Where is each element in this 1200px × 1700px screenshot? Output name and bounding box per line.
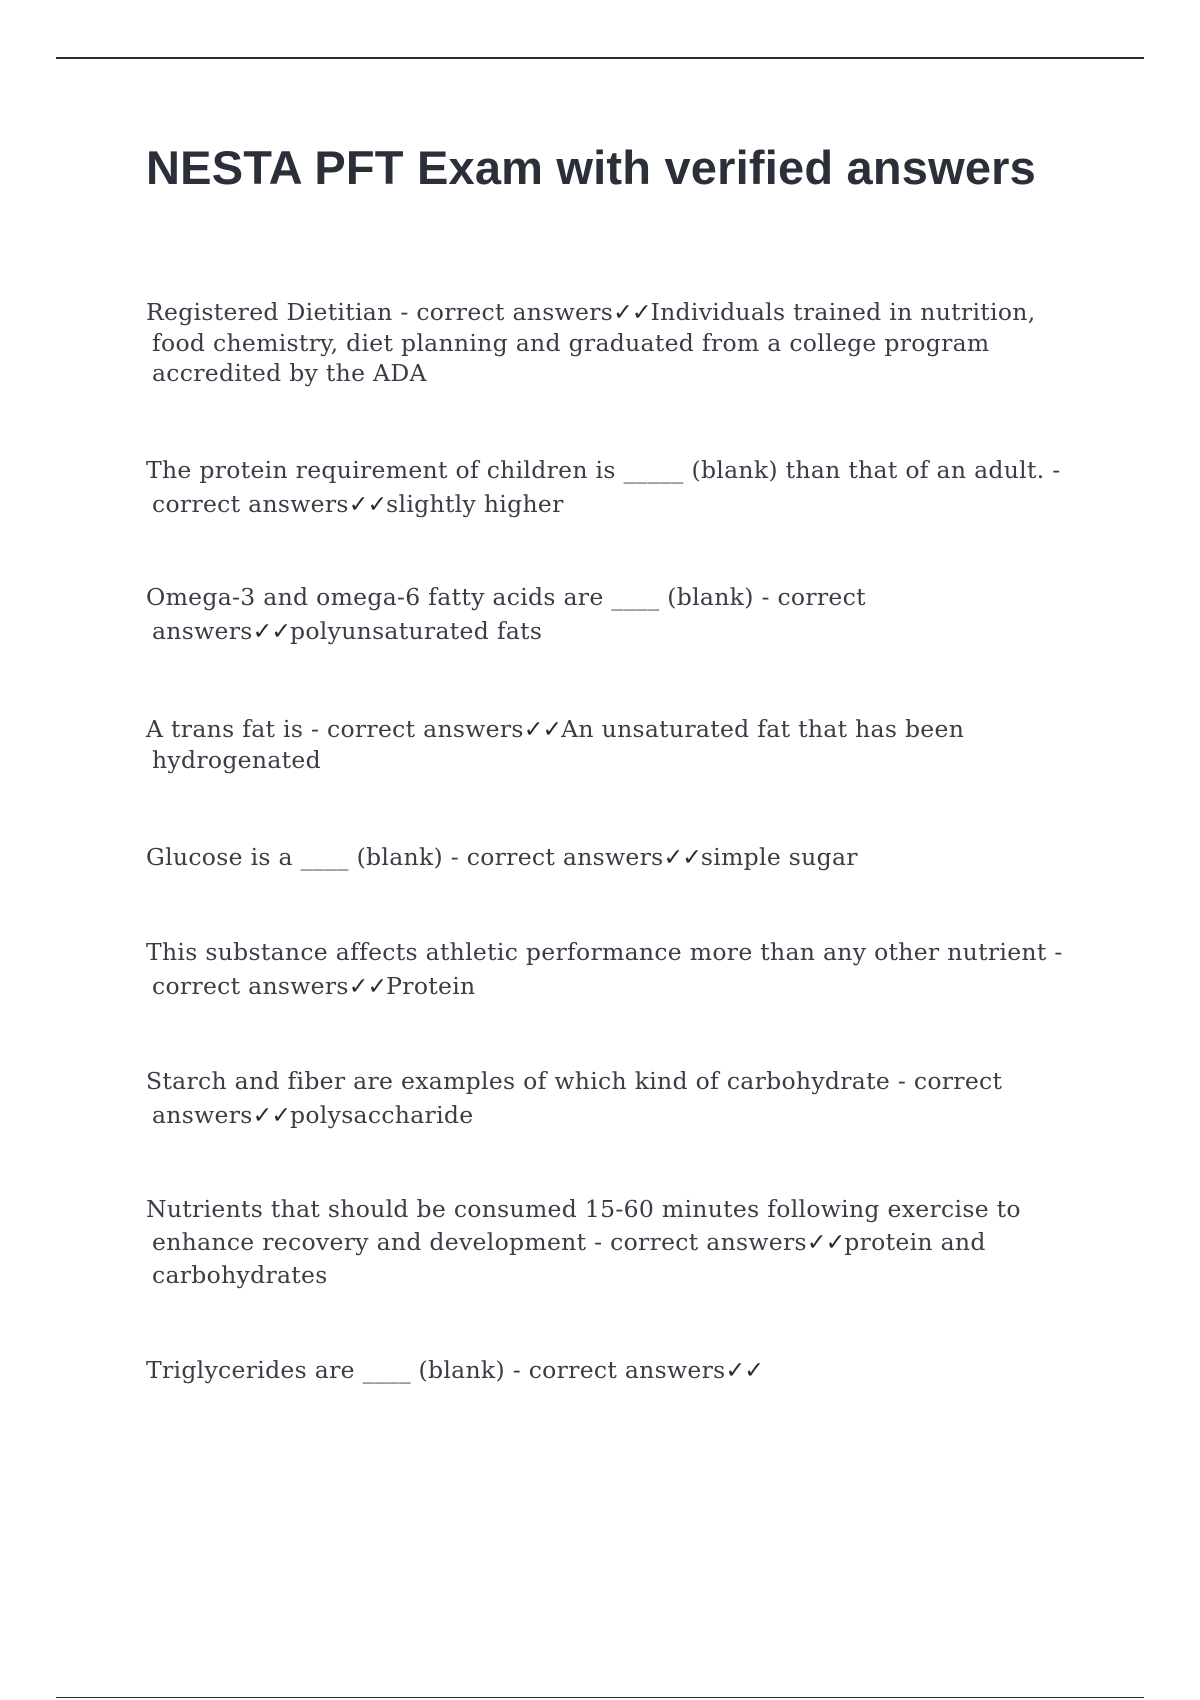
question-text: Glucose is a ____ (blank) <box>146 843 443 871</box>
bottom-rule <box>56 1697 1144 1698</box>
answer-separator: - correct answers <box>152 583 866 645</box>
question-text: The protein requirement of children is _____ (blank) than that of an adult. <box>146 456 1045 484</box>
question-text: This substance affects athletic performance more than any other nutrient <box>146 938 1047 966</box>
answer-text: protein and carbohydrates <box>152 1228 986 1289</box>
answer-separator: - correct answers <box>442 843 664 871</box>
question-text: Nutrients that should be consumed 15-60 minutes following exercise to enhance recovery and development <box>146 1195 1021 1256</box>
answer-text: Individuals trained in nutrition, food chemistry, diet planning and graduated from a college program accredited by the ADA <box>152 298 1036 387</box>
answer-separator: - correct answers <box>504 1356 726 1384</box>
answer-separator: - correct answers <box>392 298 614 326</box>
qa-item <box>146 1355 1092 1386</box>
answer-text: Protein <box>386 972 476 1000</box>
question-text: Starch and fiber are examples of which kind of carbohydrate <box>146 1067 891 1095</box>
answer-separator: - correct answers <box>152 938 1063 1000</box>
qa-item <box>146 714 1092 775</box>
check-marks-icon: ✓✓ <box>348 490 387 518</box>
qa-item <box>146 1064 1092 1132</box>
check-marks-icon: ✓✓ <box>523 715 562 743</box>
question-text: Omega-3 and omega-6 fatty acids are ____ (blank) <box>146 583 754 611</box>
qa-item <box>146 1193 1092 1292</box>
check-marks-icon: ✓✓ <box>348 972 387 1000</box>
answer-separator: - correct answers <box>586 1228 807 1256</box>
qa-item <box>146 580 1092 648</box>
check-marks-icon: ✓✓ <box>613 298 651 326</box>
check-marks-icon: ✓✓ <box>252 1101 291 1129</box>
qa-item <box>146 297 1092 389</box>
answer-text: simple sugar <box>700 843 858 871</box>
answer-separator: - correct answers <box>152 1067 1003 1129</box>
top-rule <box>56 57 1144 59</box>
qa-item <box>146 842 1092 873</box>
question-text: Registered Dietitian <box>146 298 393 326</box>
question-text: A trans fat is <box>146 715 304 743</box>
check-marks-icon: ✓✓ <box>252 617 291 645</box>
check-marks-icon: ✓✓ <box>725 1356 763 1384</box>
answer-separator: - correct answers <box>303 715 524 743</box>
qa-item <box>146 935 1092 1003</box>
qa-item <box>146 453 1092 521</box>
check-marks-icon: ✓✓ <box>663 843 701 871</box>
question-text: Triglycerides are ____ (blank) <box>146 1356 505 1384</box>
answer-text: An unsaturated fat that has been hydrogenated <box>152 715 965 774</box>
answer-text: slightly higher <box>386 490 564 518</box>
answer-text: polysaccharide <box>290 1101 474 1129</box>
answer-separator: - correct answers <box>152 456 1061 518</box>
answer-text: polyunsaturated fats <box>290 617 543 645</box>
check-marks-icon: ✓✓ <box>806 1228 845 1256</box>
page-title: NESTA PFT Exam with verified answers <box>146 141 1037 194</box>
